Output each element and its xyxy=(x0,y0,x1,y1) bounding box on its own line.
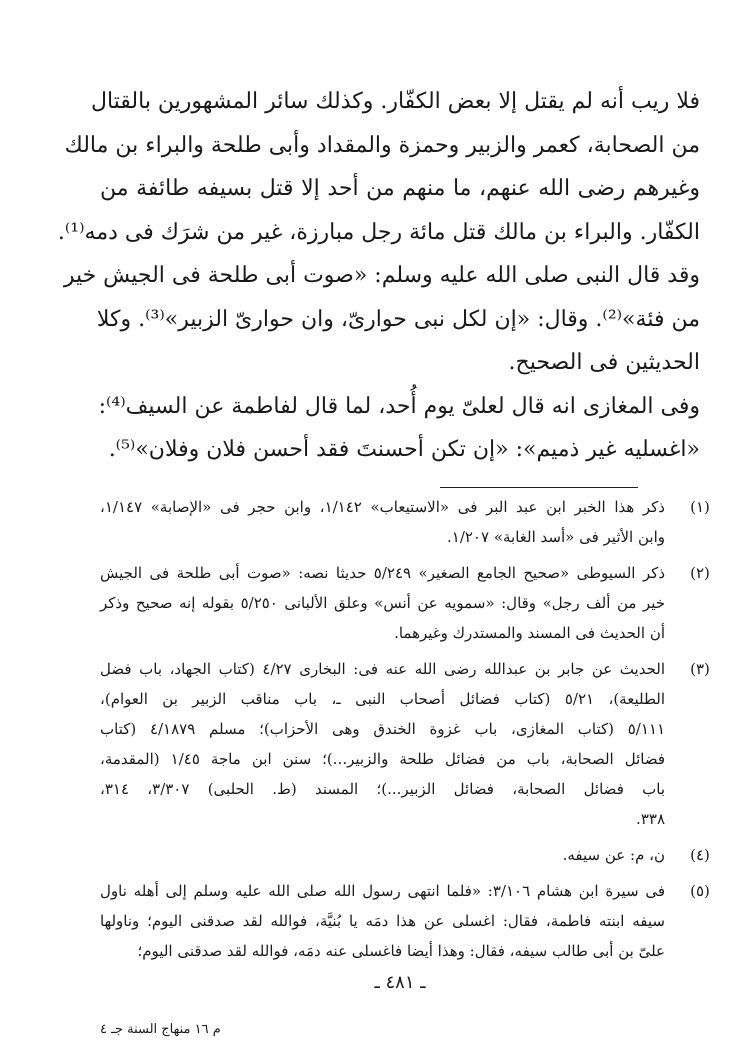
main-line: «اغسليه غير ذميم»: «إن تكن أحسنتَ فقد أحسن فلان وفلان»⁽⁵⁾. xyxy=(108,437,700,462)
footnote-line: فضائل الصحابة، باب من فضائل طلحة والزبير...)؛ سنن ابن ماجة ١/٤٥ (المقدمة، xyxy=(100,750,665,768)
footnote-line: ٥/١١١ (كتاب المغازى، باب غزوة الخندق وهى الأحزاب)؛ مسلم ٤/١٨٧٩ (كتاب xyxy=(100,720,665,738)
main-line: فلا ريب أنه لم يقتل إلا بعض الكفّار. وكذلك سائر المشهورين بالقتال xyxy=(90,89,700,114)
footnote-number: (٥) xyxy=(690,882,710,900)
footnotes xyxy=(60,492,720,966)
footnote-number: (٢) xyxy=(690,564,710,582)
footnote-line: سيفه ابنته فاطمة، فقال: اغسلى عن هذا دمَه يا بُنيَّة، فوالله لقد صدقنى اليوم؛ وناولها xyxy=(100,912,665,930)
footnote-number: (٣) xyxy=(690,660,710,678)
main-line: من الصحابة، كعمر والزبير وحمزة والمقداد وأبى طلحة والبراء بن مالك xyxy=(64,132,700,158)
main-text xyxy=(57,80,700,472)
footnote-number: (١) xyxy=(690,498,710,516)
main-line: وقد قال النبى صلى الله عليه وسلم: «صوت أبى طلحة فى الجيش خير xyxy=(63,263,700,288)
main-line: وغيرهم رضى الله عنهم، ما منهم من أحد إلا قتل بسيفه طائفة من xyxy=(100,176,700,201)
footnote-line: فى سيرة ابن هشام ٣/١٠٦: «فلما انتهى رسول الله صلى الله عليه وسلم إلى أهله ناول xyxy=(100,882,665,900)
main-line: الحديثين فى الصحيح. xyxy=(508,350,700,375)
main-line: وفى المغازى انه قال لعلىّ يوم أُحد، لما قال لفاطمة عن السيف⁽⁴⁾: xyxy=(98,393,700,419)
footnote-line: ذكر السيوطى «صحيح الجامع الصغير» ٥/٢٤٩ حديثا نصه: «صوت أبى طلحة فى الجيش xyxy=(100,564,665,582)
footnote-4 xyxy=(60,840,720,870)
footnote-3 xyxy=(60,654,720,834)
footnote-line: خير من ألف رجل» وقال: «سمويه عن أنس» وعلق الألبانى ٥/٢٥٠ بقوله إنه صحيح وذكر xyxy=(100,594,665,612)
footnote-line: الحديث عن جابر بن عبدالله رضى الله عنه فى: البخارى ٤/٢٧ (كتاب الجهاد، باب فضل xyxy=(100,660,665,678)
footnote-divider xyxy=(440,487,638,488)
signature-mark: م ١٦ منهاج السنة جـ ٤ xyxy=(100,1022,221,1037)
footnote-line: وابن الأثير فى «أسد الغابة» ١/٢٠٧. xyxy=(446,528,665,546)
footnote-line: باب فضائل الصحابة، فضائل الزبير...)؛ المسند (ط. الحلبى) ٣/٣٠٧، ٣١٤، xyxy=(100,780,666,798)
footnote-number: (٤) xyxy=(690,846,710,864)
footnote-line: الطليعة)، ٥/٢١ (كتاب فضائل أصحاب النبى ـ، باب مناقب الزبير بن العوام)، xyxy=(100,690,665,708)
main-line: الكفّار. والبراء بن مالك قتل مائة رجل مبارزة، غير من شرَك فى دمه⁽¹⁾. xyxy=(57,219,700,245)
footnote-2 xyxy=(60,558,720,648)
page-number: ـ ٤٨١ ـ xyxy=(374,972,426,993)
footnote-line: أن الحديث فى المسند والمستدرك وغيرهما. xyxy=(394,624,665,642)
footnote-line: ٣٣٨. xyxy=(636,810,665,828)
footnote-1 xyxy=(60,492,720,552)
footnote-line: ذكر هذا الخبر ابن عبد البر فى «الاستيعاب» ١/١٤٢، وابن حجر فى «الإصابة» ١/١٤٧، xyxy=(100,498,665,516)
footnote-5 xyxy=(60,876,720,966)
footnote-line: علىّ بن أبى طالب سيفه، فقال: وهذا أيضا فاغسلى عنه دمَه، فوالله لقد صدقنى اليوم؛ xyxy=(137,942,665,960)
footnote-line: ن، م: عن سيفه. xyxy=(562,846,665,864)
main-line: من فئة»⁽²⁾. وقال: «إن لكل نبى حوارىّ، وان حوارىّ الزبير»⁽³⁾. وكلا xyxy=(96,306,700,332)
